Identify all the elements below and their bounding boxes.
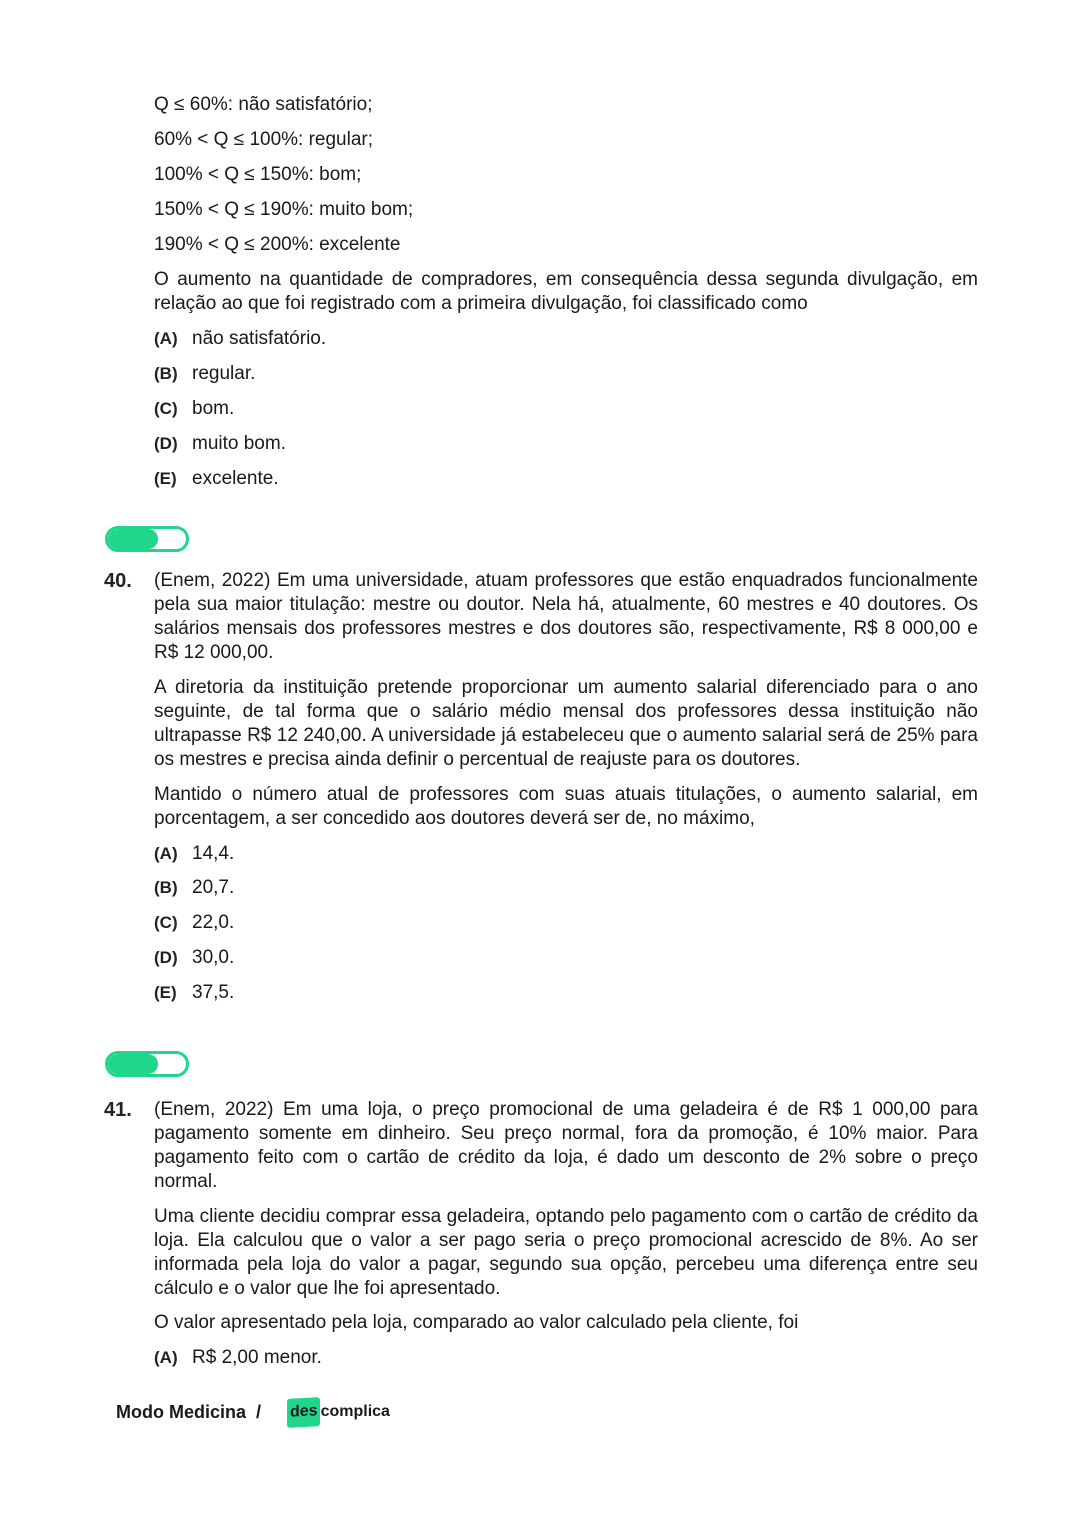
question-statement: (Enem, 2022) Em uma universidade, atuam professores que estão enquadrados funcionalmente pela sua maior titulação: mestre ou doutor. Nela há, atualmente, 60 mestres e 40 doutores. Os salários mensais dos professores mestres e dos doutores são, respectivamente, R$ 8 000,00 e R$ 12 000,00. xyxy=(154,570,978,663)
answer-option[interactable] xyxy=(154,432,286,456)
answer-option[interactable] xyxy=(154,981,234,1005)
toggle-icon xyxy=(105,1051,189,1077)
option-letter: (B) xyxy=(154,878,178,897)
option-letter: (A) xyxy=(154,844,178,863)
criteria-item: 150% < Q ≤ 190%: muito bom; xyxy=(154,199,414,220)
option-letter: (E) xyxy=(154,983,177,1002)
answer-option[interactable] xyxy=(154,911,234,935)
option-letter: (A) xyxy=(154,329,178,348)
option-text: bom. xyxy=(192,398,235,419)
footer-separator: / xyxy=(256,1402,262,1422)
option-letter: (C) xyxy=(154,913,178,932)
answer-option[interactable] xyxy=(154,362,255,386)
question-prompt: O aumento na quantidade de compradores, em consequência dessa segunda divulgação, em relação ao que foi registrado com a primeira divulgação, foi classificado como xyxy=(154,269,978,314)
option-text: não satisfatório. xyxy=(192,328,327,349)
option-letter: (A) xyxy=(154,1348,178,1367)
question-statement: Uma cliente decidiu comprar essa geladeira, optando pelo pagamento com o cartão de crédito da loja. Ela calculou que o valor a ser pago seria o preço promocional acrescido de 8%. Ao ser informada pela loja do valor a pagar, segundo sua opção, percebeu uma diferença entre seu cálculo e o valor que lhe foi apresentado. xyxy=(154,1206,978,1299)
option-letter: (D) xyxy=(154,948,178,967)
toggle-icon xyxy=(105,526,189,552)
page-footer xyxy=(116,1398,390,1426)
criteria-item: 190% < Q ≤ 200%: excelente xyxy=(154,234,401,255)
option-text: 14,4. xyxy=(192,843,235,864)
answer-option[interactable] xyxy=(154,467,279,491)
answer-option[interactable] xyxy=(154,397,234,421)
option-text: 30,0. xyxy=(192,947,235,968)
option-text: muito bom. xyxy=(192,433,286,454)
answer-option[interactable] xyxy=(154,876,234,900)
criteria-item: Q ≤ 60%: não satisfatório; xyxy=(154,94,373,115)
answer-option[interactable] xyxy=(154,842,234,866)
criteria-item: 100% < Q ≤ 150%: bom; xyxy=(154,164,362,185)
option-text: R$ 2,00 menor. xyxy=(192,1347,322,1368)
option-text: 20,7. xyxy=(192,877,235,898)
option-letter: (E) xyxy=(154,469,177,488)
answer-option[interactable] xyxy=(154,327,326,351)
criteria-item: 60% < Q ≤ 100%: regular; xyxy=(154,129,374,150)
question-statement: A diretoria da instituição pretende proporcionar um aumento salarial diferenciado para o ano seguinte, de tal forma que o salário médio mensal dos professores dessa instituição não ultrapasse R$ 12 240,00. A universidade já estabeleceu que o aumento salarial será de 25% para os mestres e precisa ainda definir o percentual de reajuste para os doutores. xyxy=(154,677,978,770)
footer-brand: Modo Medicina xyxy=(116,1402,246,1422)
option-text: regular. xyxy=(192,363,256,384)
logo-complica-text: complica xyxy=(320,1403,390,1420)
descomplica-logo xyxy=(287,1398,390,1427)
question-number: 40. xyxy=(104,570,132,592)
option-text: 22,0. xyxy=(192,912,235,933)
logo-des-badge: des xyxy=(287,1397,320,1428)
option-letter: (B) xyxy=(154,364,178,383)
question-prompt: Mantido o número atual de professores com suas atuais titulações, o aumento salarial, em porcentagem, a ser concedido aos doutores deverá ser de, no máximo, xyxy=(154,784,978,829)
question-number: 41. xyxy=(104,1099,132,1121)
question-prompt: O valor apresentado pela loja, comparado ao valor calculado pela cliente, foi xyxy=(154,1312,799,1333)
option-letter: (C) xyxy=(154,399,178,418)
question-statement: (Enem, 2022) Em uma loja, o preço promocional de uma geladeira é de R$ 1 000,00 para pagamento somente em dinheiro. Seu preço normal, fora da promoção, é 10% maior. Para pagamento feito com o cartão de crédito da loja, é dado um desconto de 2% sobre o preço normal. xyxy=(154,1099,978,1192)
option-letter: (D) xyxy=(154,434,178,453)
option-text: 37,5. xyxy=(192,982,235,1003)
option-text: excelente. xyxy=(192,468,279,489)
answer-option[interactable] xyxy=(154,946,234,970)
answer-option[interactable] xyxy=(154,1346,322,1370)
